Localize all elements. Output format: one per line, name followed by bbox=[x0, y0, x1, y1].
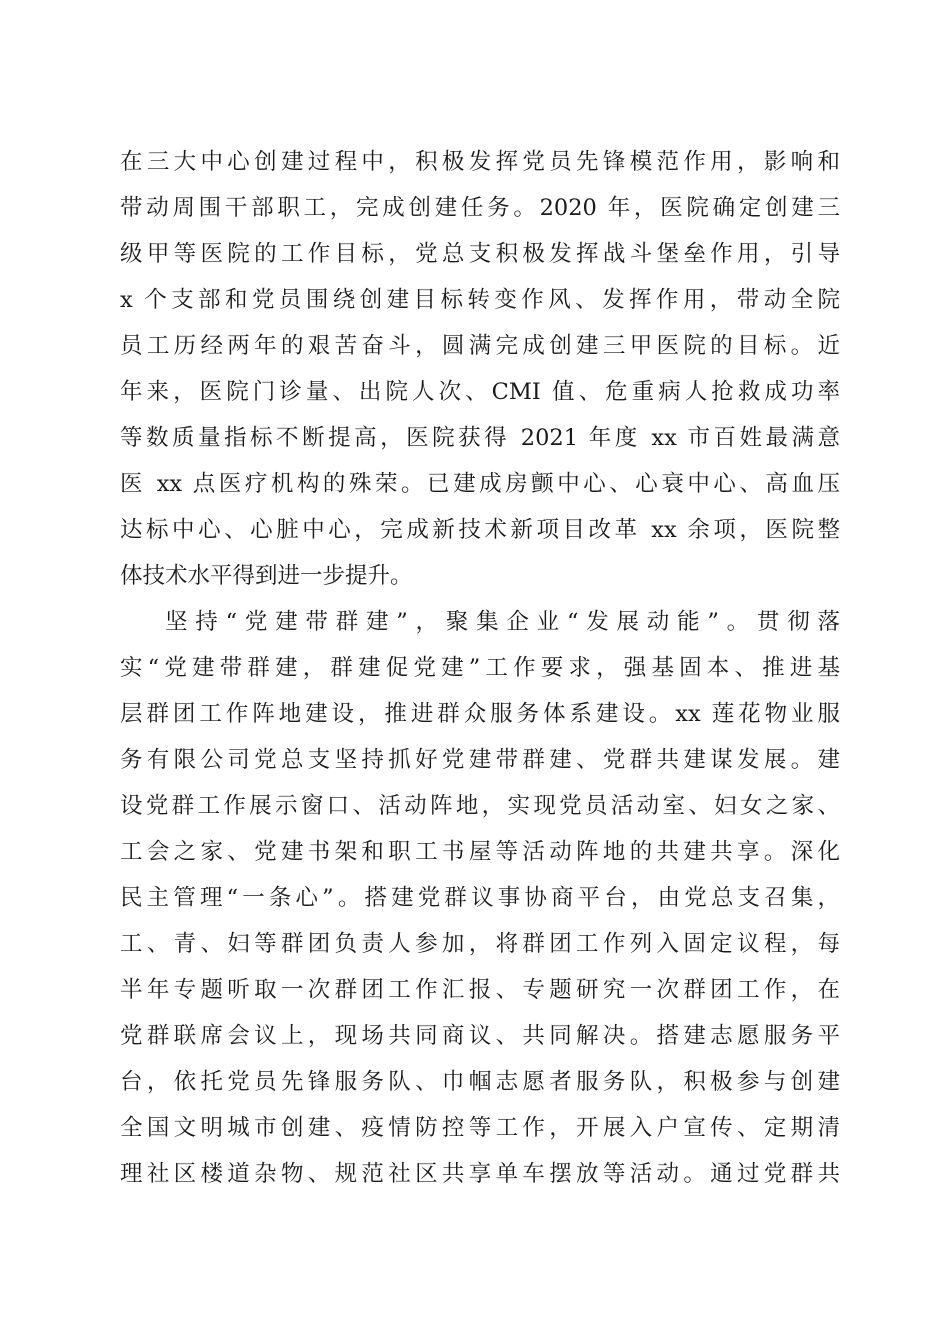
text-line: 工会之家、党建书架和职工书屋等活动阵地的共建共享。深化 bbox=[120, 839, 840, 865]
text-line: 民主管理“一条心”。搭建党群议事协商平台，由党总支召集， bbox=[120, 885, 840, 911]
text-line: 层群团工作阵地建设，推进群众服务体系建设。xx 莲花物业服 bbox=[120, 701, 840, 727]
text-line: 年来，医院门诊量、出院人次、CMI 值、危重病人抢救成功率 bbox=[120, 379, 840, 405]
text-line: 实“党建带群建，群建促党建”工作要求，强基固本、推进基 bbox=[120, 655, 840, 681]
text-line: x 个支部和党员围绕创建目标转变作风、发挥作用，带动全院 bbox=[120, 287, 840, 313]
text-line: 全国文明城市创建、疫情防控等工作，开展入户宣传、定期清 bbox=[120, 1115, 840, 1141]
text-line: 在三大中心创建过程中，积极发挥党员先锋模范作用，影响和 bbox=[120, 149, 840, 175]
text-line: 员工历经两年的艰苦奋斗，圆满完成创建三甲医院的目标。近 bbox=[120, 333, 840, 359]
text-line: 理社区楼道杂物、规范社区共享单车摆放等活动。通过党群共 bbox=[120, 1161, 840, 1187]
paragraph-end-line: 体技术水平得到进一步提升。 bbox=[120, 563, 413, 589]
text-line: 工、青、妇等群团负责人参加，将群团工作列入固定议程，每 bbox=[120, 931, 840, 957]
text-line: 医 xx 点医疗机构的殊荣。已建成房颤中心、心衰中心、高血压 bbox=[120, 471, 840, 497]
text-line: 务有限公司党总支坚持抓好党建带群建、党群共建谋发展。建 bbox=[120, 747, 840, 773]
text-line: 台，依托党员先锋服务队、巾帼志愿者服务队，积极参与创建 bbox=[120, 1069, 840, 1095]
text-line: 级甲等医院的工作目标，党总支积极发挥战斗堡垒作用，引导 bbox=[120, 241, 840, 267]
text-line: 党群联席会议上，现场共同商议、共同解决。搭建志愿服务平 bbox=[120, 1023, 840, 1049]
text-line: 达标中心、心脏中心，完成新技术新项目改革 xx 余项，医院整 bbox=[120, 517, 840, 543]
text-line: 等数质量指标不断提高，医院获得 2021 年度 xx 市百姓最满意 bbox=[120, 425, 840, 451]
text-line: 半年专题听取一次群团工作汇报、专题研究一次群团工作，在 bbox=[120, 977, 840, 1003]
paragraph-first-line: 坚持“党建带群建”，聚集企业“发展动能”。贯彻落 bbox=[165, 609, 840, 635]
text-line: 带动周围干部职工，完成创建任务。2020 年，医院确定创建三 bbox=[120, 195, 840, 221]
text-line: 设党群工作展示窗口、活动阵地，实现党员活动室、妇女之家、 bbox=[120, 793, 840, 819]
body-text bbox=[120, 139, 840, 1197]
